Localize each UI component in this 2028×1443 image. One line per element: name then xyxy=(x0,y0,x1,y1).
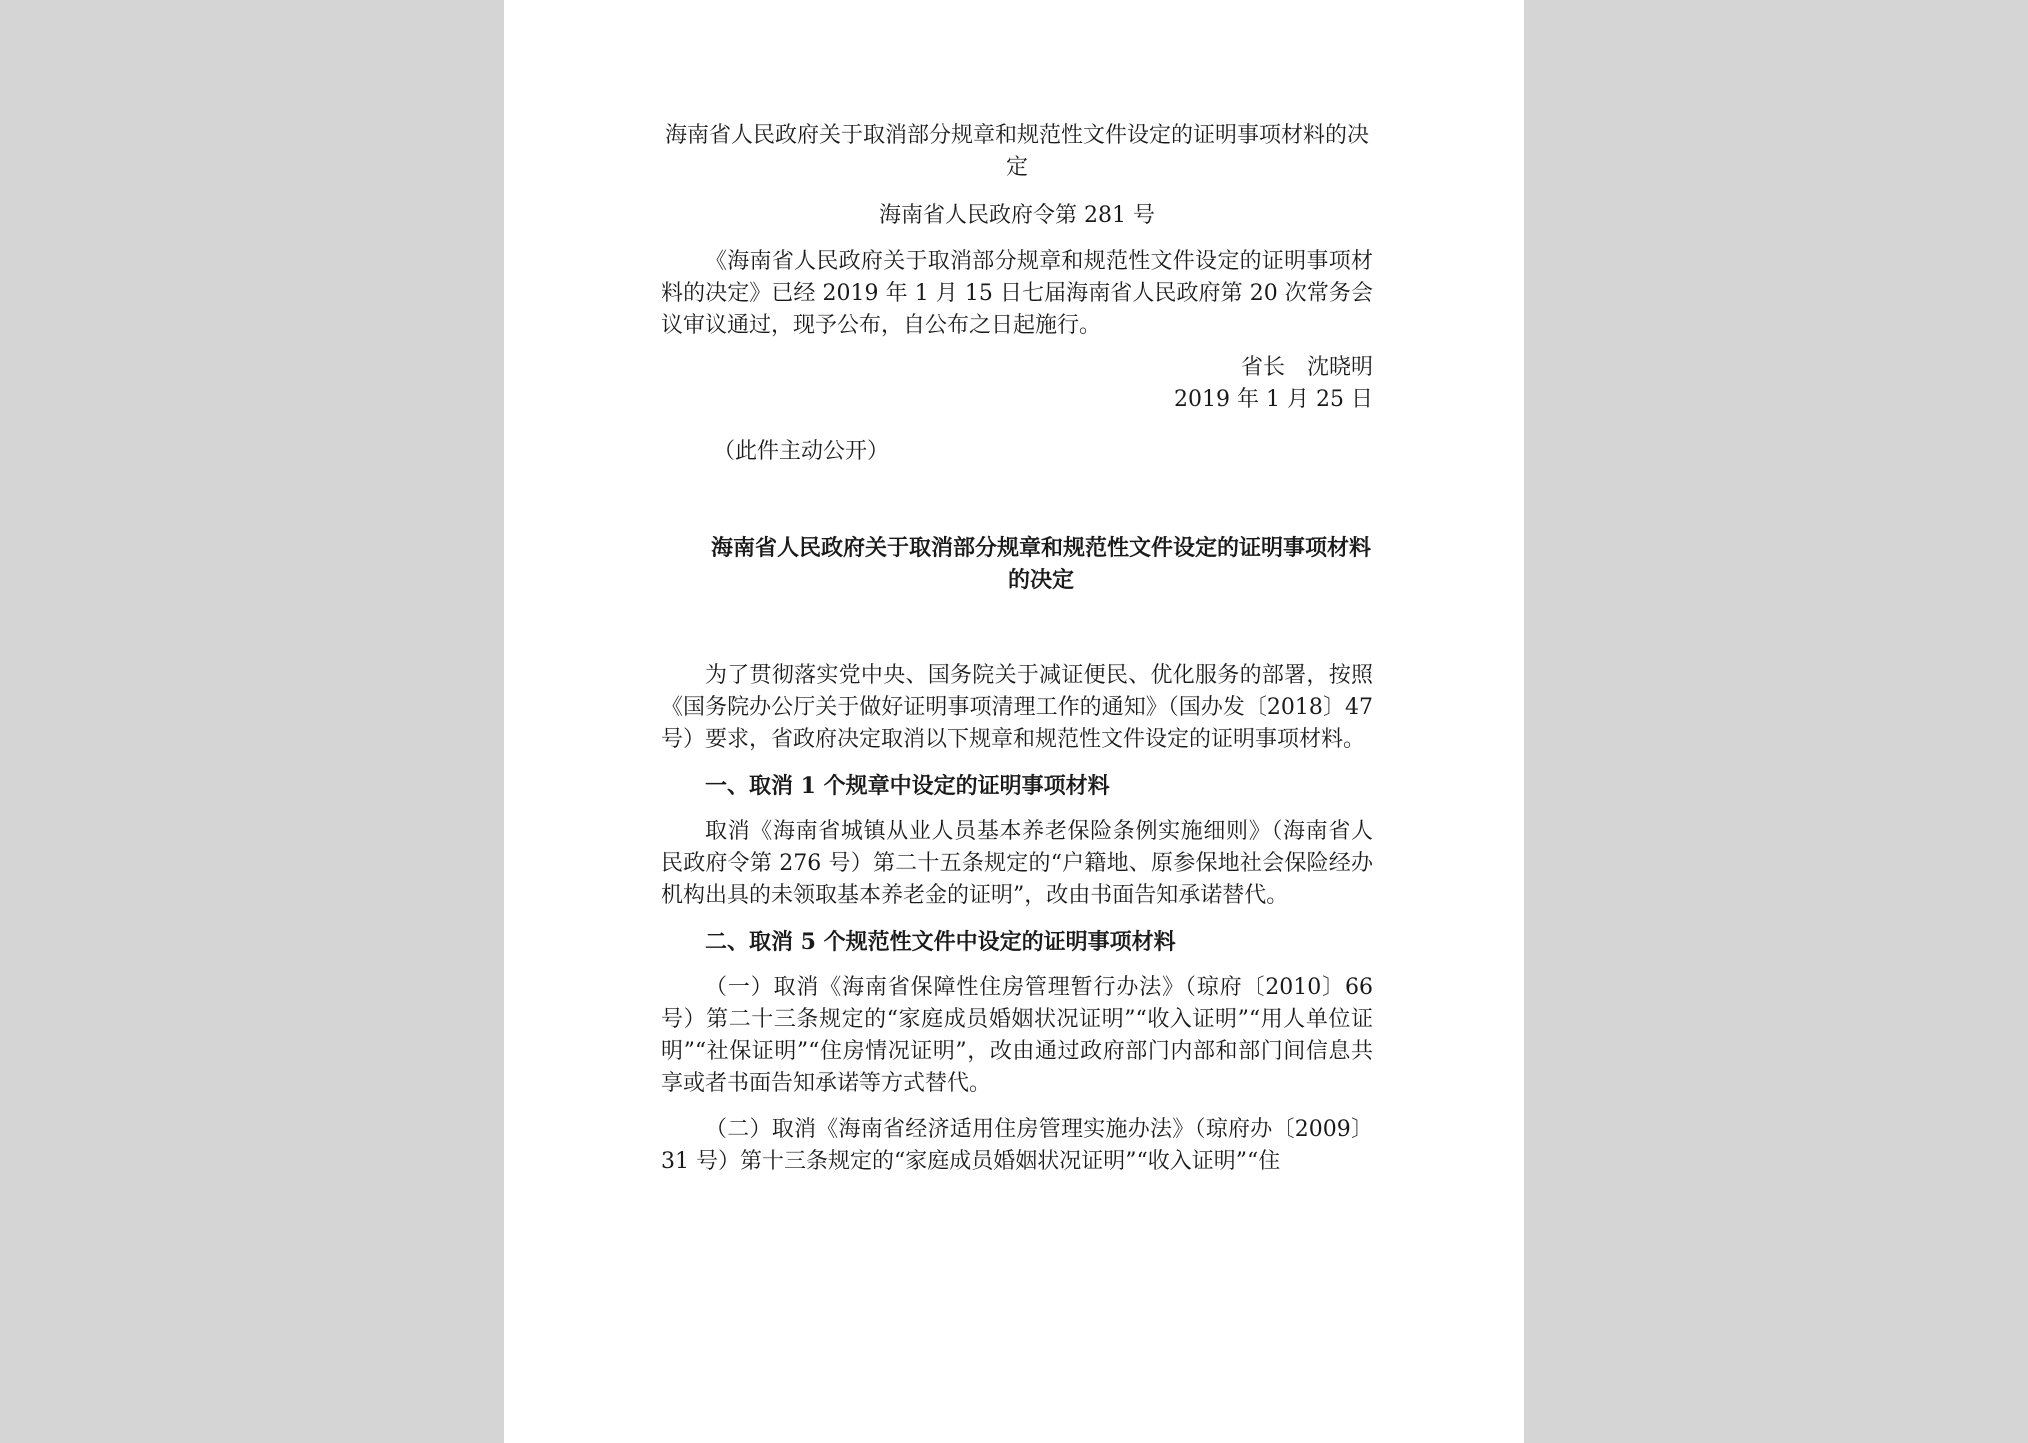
section-2-heading: 二、取消 5 个规范性文件中设定的证明事项材料 xyxy=(705,929,1176,955)
signature-date: 2019 年 1 月 25 日 xyxy=(1174,387,1373,412)
section-2-item-1: （一）取消《海南省保障性住房管理暂行办法》（琼府〔2010〕66 号）第二十三条规定的“家庭成员婚姻状况证明”“收入证明”“用人单位证明”“社保证明”“住房情况证明”，改由通过政府部门内部和部门间信息共享或者书面告知承诺等方式替代。 xyxy=(661,975,1373,1096)
order-number: 海南省人民政府令第 281 号 xyxy=(879,203,1155,228)
page-content xyxy=(661,120,1373,1178)
document-title-top: 海南省人民政府关于取消部分规章和规范性文件设定的证明事项材料的决定 xyxy=(664,123,1369,180)
purpose-paragraph: 为了贯彻落实党中央、国务院关于减证便民、优化服务的部署，按照《国务院办公厅关于做好证明事项清理工作的通知》（国办发〔2018〕47 号）要求，省政府决定取消以下规章和规范性文件设定的证明事项材料。 xyxy=(661,663,1373,752)
intro-paragraph: 《海南省人民政府关于取消部分规章和规范性文件设定的证明事项材料的决定》已经 2019 年 1 月 15 日七届海南省人民政府第 20 次常务会议审议通过，现予公布，自公布之日起施行。 xyxy=(661,249,1373,338)
document-page xyxy=(504,0,1524,1443)
section-1-text: 取消《海南省城镇从业人员基本养老保险条例实施细则》（海南省人民政府令第 276 号）第二十五条规定的“户籍地、原参保地社会保险经办机构出具的未领取基本养老金的证明”，改由书面告知承诺替代。 xyxy=(661,819,1373,908)
section-2-item-2: （二）取消《海南省经济适用住房管理实施办法》（琼府办〔2009〕31 号）第十三条规定的“家庭成员婚姻状况证明”“收入证明”“住 xyxy=(661,1117,1373,1174)
section-1-heading: 一、取消 1 个规章中设定的证明事项材料 xyxy=(705,773,1110,799)
governor-signature: 省长 沈晓明 xyxy=(1240,355,1373,380)
document-title-main: 海南省人民政府关于取消部分规章和规范性文件设定的证明事项材料的决定 xyxy=(710,535,1371,593)
public-note: （此件主动公开） xyxy=(713,439,890,464)
